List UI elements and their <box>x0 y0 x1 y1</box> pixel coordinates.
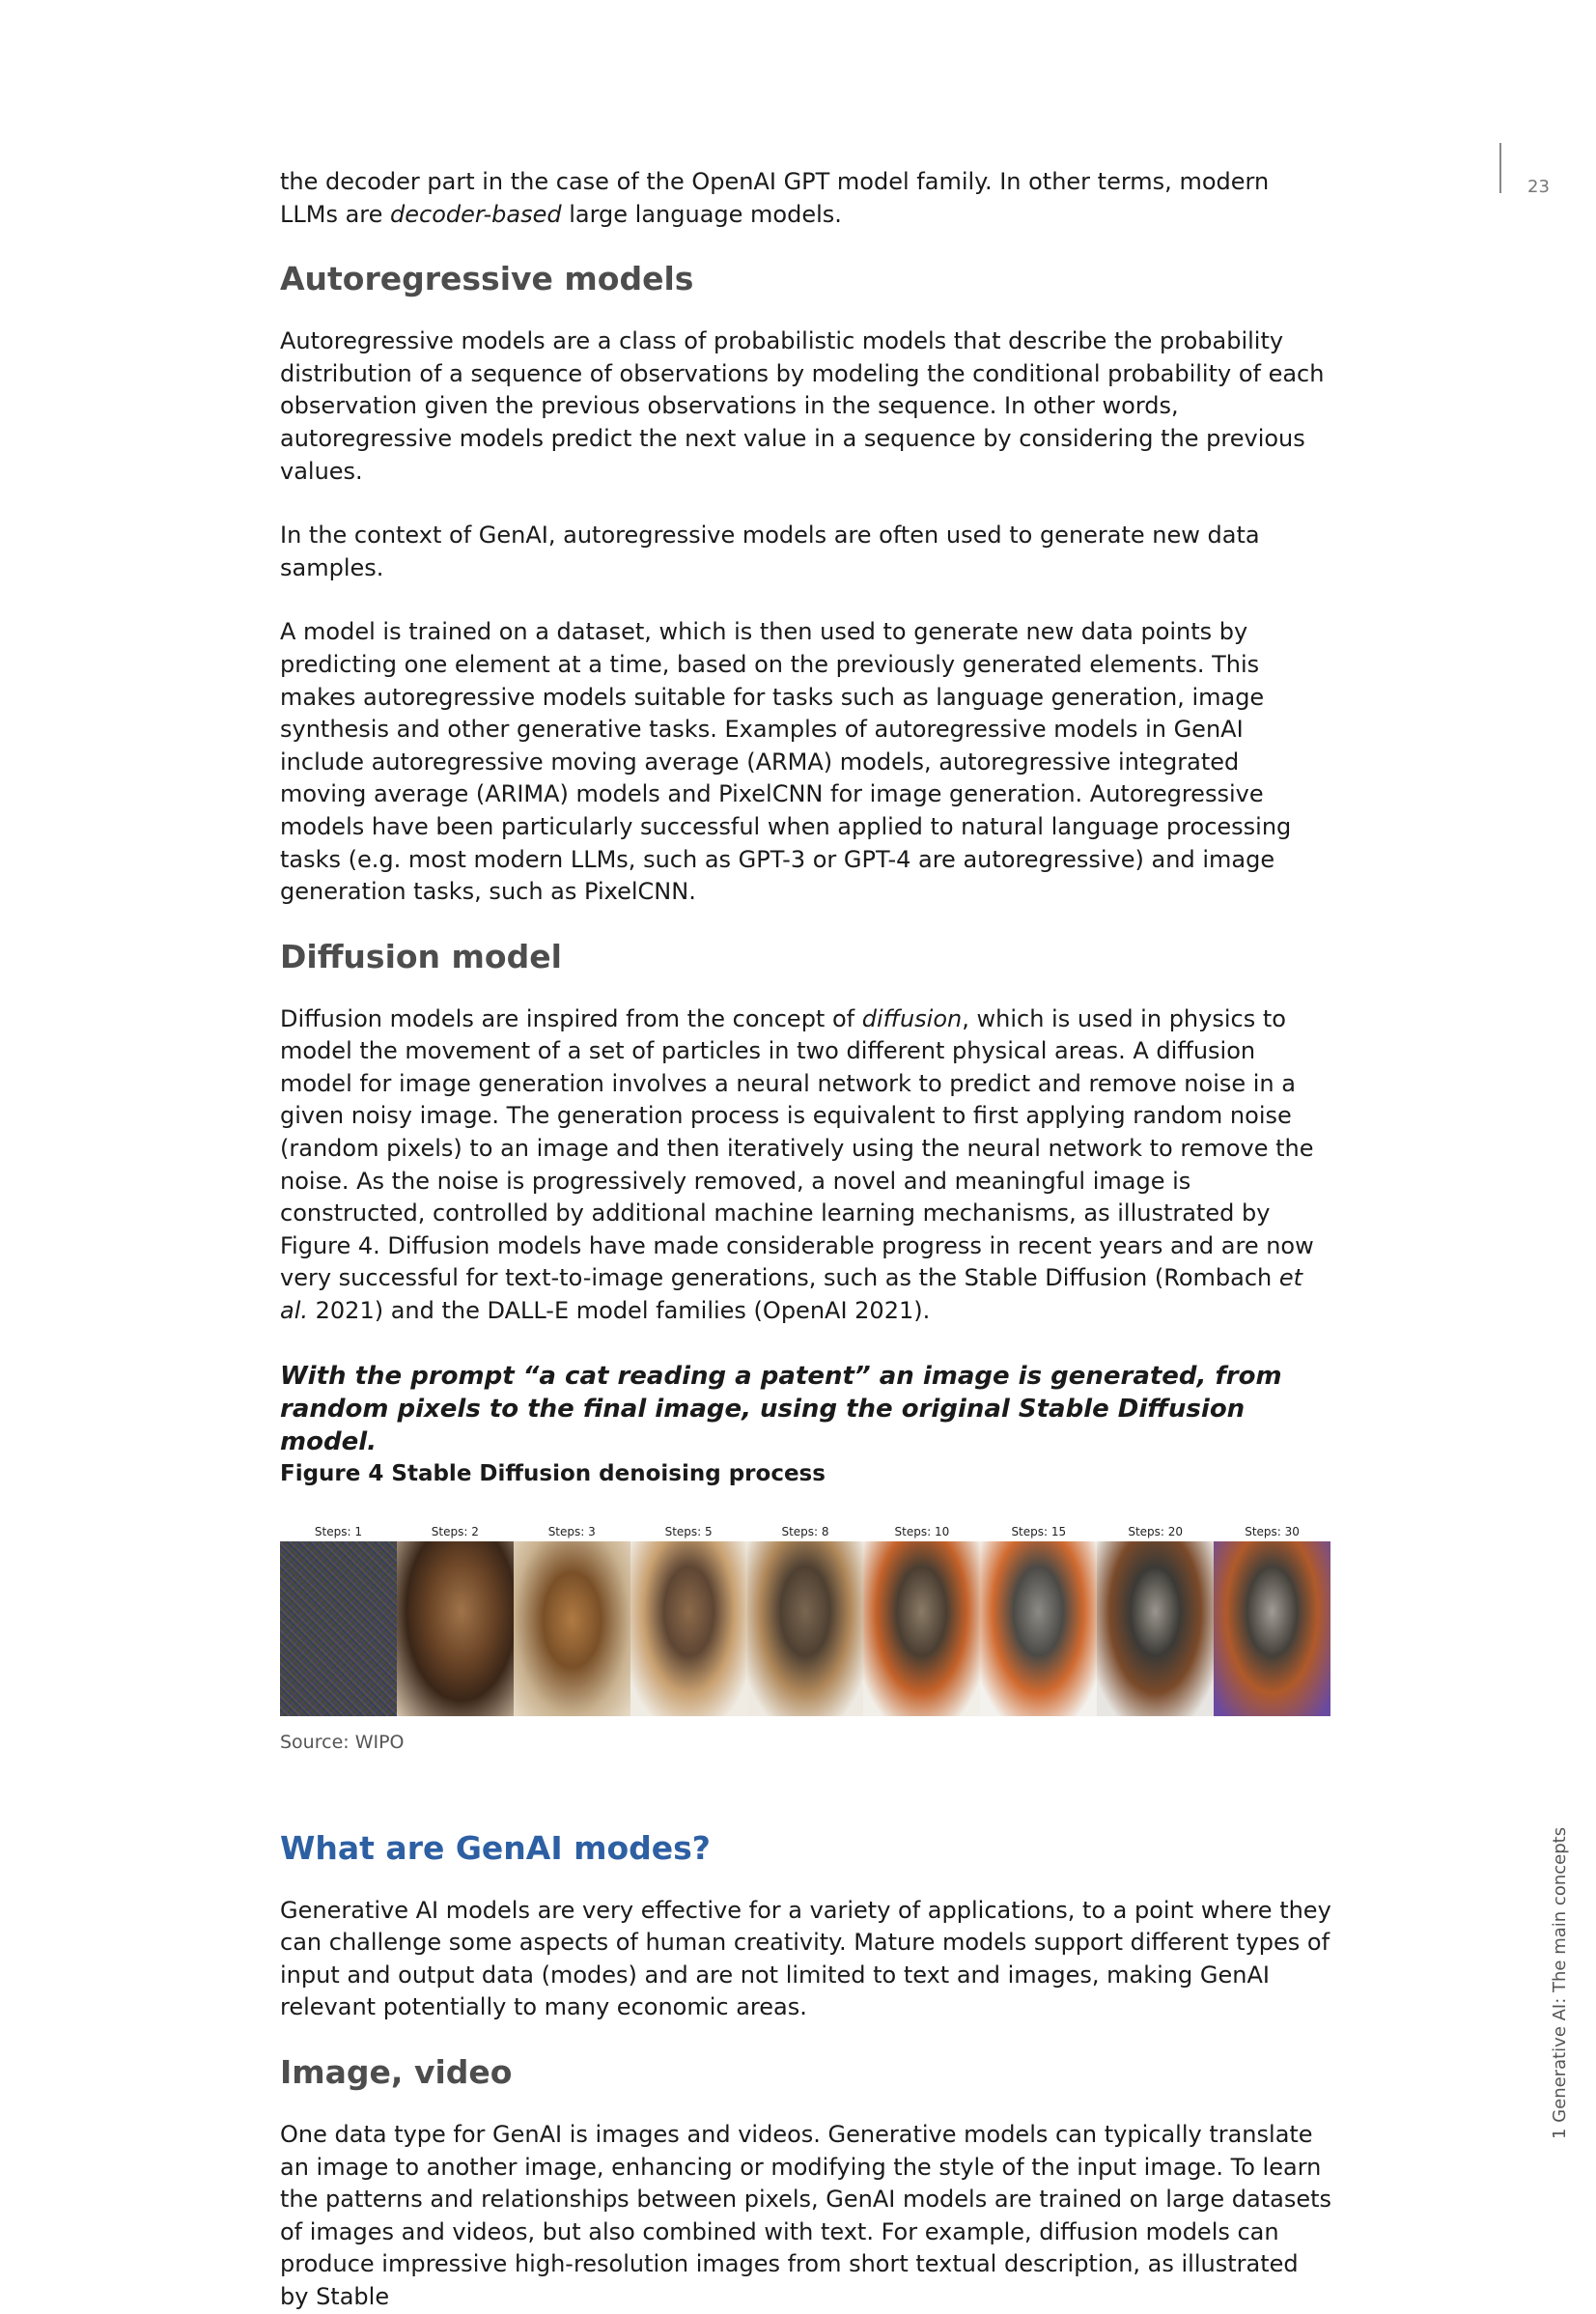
step-panel <box>747 1522 864 1716</box>
step-image <box>863 1541 980 1716</box>
step-panel <box>280 1522 397 1716</box>
step-image <box>1214 1541 1330 1716</box>
step-image <box>980 1541 1097 1716</box>
figure-caption: With the prompt “a cat reading a patent” an image is generated, from random pixels to the final image, using the original Stable Diffusion model. <box>280 1361 1282 1456</box>
page-body <box>280 166 1332 2314</box>
step-label: Steps: 30 <box>1245 1524 1300 1538</box>
step-image <box>1097 1541 1214 1716</box>
page-number: 23 <box>1527 177 1550 197</box>
step-panel <box>1214 1522 1330 1716</box>
diffusion-paragraph: Diffusion models are inspired from the concept of diffusion, which is used in physics to model the movement of a set of particles in two different physical areas. A diffusion model for image generation involves a neural network to predict and remove noise in a given noisy image. The generation process is equivalent to first applying random noise (random pixels) to an image and then iteratively using the neural network to remove the noise. As the noise is progressively removed, a novel and meaningful image is constructed, controlled by additional machine learning mechanisms, as illustrated by Figure 4. Diffusion models have made considerable progress in recent years and are now very successful for text-to-image generations, such as the Stable Diffusion (Rombach et al. 2021) and the DALL-E model families (OpenAI 2021). <box>280 1004 1314 1325</box>
step-label: Steps: 1 <box>314 1524 362 1538</box>
running-head: 1 Generative AI: The main concepts <box>1550 1826 1570 2139</box>
image-video-heading: Image, video <box>280 2053 513 2091</box>
step-label: Steps: 2 <box>431 1524 479 1538</box>
denoising-image-strip <box>280 1522 1330 1716</box>
step-panel <box>514 1522 630 1716</box>
step-label: Steps: 8 <box>781 1524 829 1538</box>
step-label: Steps: 3 <box>547 1524 596 1538</box>
modes-paragraph: Generative AI models are very effective for a variety of applications, to a point where they can challenge some aspects of human creativity. Mature models support different types of input and output data (modes) and are not limited to text and images, making GenAI relevant potentially to many economic areas. <box>280 1896 1331 2021</box>
step-image <box>397 1541 514 1716</box>
step-panel <box>630 1522 747 1716</box>
step-panel <box>397 1522 514 1716</box>
step-image <box>514 1541 630 1716</box>
autoregressive-paragraph-1: Autoregressive models are a class of probabilistic models that describe the probability distribution of a sequence of observations by modeling the conditional probability of each observation given the previous observations in the sequence. In other words, autoregressive models predict the next value in a sequence by considering the previous values. <box>280 327 1325 485</box>
step-image <box>747 1541 864 1716</box>
autoregressive-paragraph-2: In the context of GenAI, autoregressive models are often used to generate new data samples. <box>280 522 1260 581</box>
step-label: Steps: 10 <box>894 1524 950 1538</box>
step-label: Steps: 5 <box>664 1524 713 1538</box>
figure-source: Source: WIPO <box>280 1731 405 1753</box>
image-video-paragraph: One data type for GenAI is images and videos. Generative models can typically translate an image to another image, enhancing or modifying the style of the input image. To learn the patterns and relationships between pixels, GenAI models are trained on large datasets of images and videos, but also combined with text. For example, diffusion models can produce impressive high-resolution images from short textual description, as illustrated by Stable <box>280 2121 1331 2310</box>
step-label: Steps: 20 <box>1128 1524 1184 1538</box>
page-number-rule <box>1499 143 1501 193</box>
step-image <box>630 1541 747 1716</box>
step-image <box>280 1541 397 1716</box>
step-panel <box>1097 1522 1214 1716</box>
diffusion-heading: Diffusion model <box>280 937 562 975</box>
autoregressive-heading: Autoregressive models <box>280 260 694 298</box>
step-label: Steps: 15 <box>1011 1524 1067 1538</box>
step-panel <box>980 1522 1097 1716</box>
intro-paragraph: the decoder part in the case of the OpenAI GPT model family. In other terms, modern LLMs are decoder-based large language models. <box>280 168 1270 228</box>
step-panel <box>863 1522 980 1716</box>
modes-heading: What are GenAI modes? <box>280 1828 711 1867</box>
autoregressive-paragraph-3: A model is trained on a dataset, which is then used to generate new data points by predicting one element at a time, based on the previously generated elements. This makes autoregressive models suitable for tasks such as language generation, image synthesis and other generative tasks. Examples of autoregressive models in GenAI include autoregressive moving average (ARMA) models, autoregressive integrated moving average (ARIMA) models and PixelCNN for image generation. Autoregressive models have been particularly successful when applied to natural language processing tasks (e.g. most modern LLMs, such as GPT-3 or GPT-4 are autoregressive) and image generation tasks, such as PixelCNN. <box>280 618 1292 906</box>
figure-title: Figure 4 Stable Diffusion denoising process <box>280 1460 826 1486</box>
